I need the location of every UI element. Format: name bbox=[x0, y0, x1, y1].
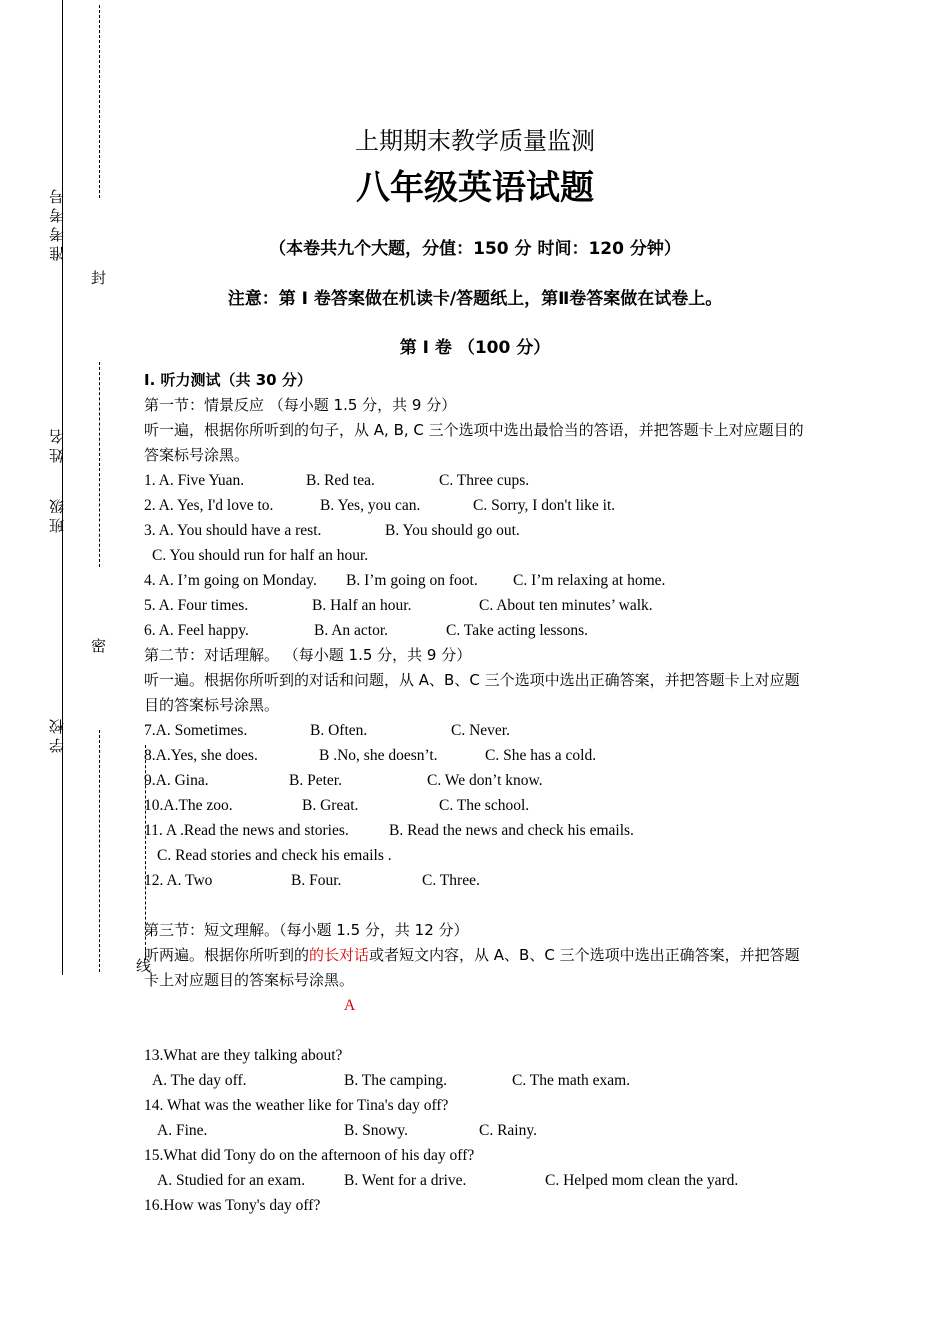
label-exam-number: 准考考号 bbox=[48, 185, 66, 261]
q13-option-b: B. The camping. bbox=[344, 1072, 448, 1089]
q11-option-a: 11. A .Read the news and stories. bbox=[144, 822, 349, 839]
label-class: 班级 bbox=[48, 495, 66, 533]
q2-option-c: C. Sorry, I don't like it. bbox=[473, 497, 616, 514]
q14-option-b: B. Snowy. bbox=[344, 1122, 409, 1139]
exam-title: 上期期末教学质量监测 bbox=[355, 127, 595, 155]
highlight-long-dialogue: 的长对话 bbox=[309, 946, 370, 964]
question-9 bbox=[144, 768, 814, 793]
question-14: 14. What was the weather like for Tina's day off? bbox=[144, 1097, 449, 1114]
question-12 bbox=[144, 868, 814, 893]
part3-instructions: 听两遍。根据你所听到的的长对话或者短文内容，从 A、B、C 三个选项中选出正确答案，并把答题卡上对应题目的答案标号涂黑。 bbox=[144, 946, 800, 989]
q12-option-b: B. Four. bbox=[291, 872, 342, 889]
question-8 bbox=[144, 743, 814, 768]
q2-option-a: 2. A. Yes, I'd love to. bbox=[144, 497, 274, 514]
q10-option-c: C. The school. bbox=[439, 797, 530, 814]
question-3-c bbox=[144, 543, 814, 568]
q10-option-a: 10.A.The zoo. bbox=[144, 797, 233, 814]
margin-dash-bottom bbox=[99, 730, 100, 972]
q13-option-a: A. The day off. bbox=[152, 1072, 247, 1089]
q3-option-a: 3. A. You should have a rest. bbox=[144, 522, 322, 539]
q6-option-a: 6. A. Feel happy. bbox=[144, 622, 249, 639]
q3-option-c: C. You should run for half an hour. bbox=[152, 547, 369, 564]
blank-row-2 bbox=[144, 1018, 814, 1043]
seal-xian: 线 bbox=[134, 958, 152, 973]
question-13: 13.What are they talking about? bbox=[144, 1047, 343, 1064]
q5-option-b: B. Half an hour. bbox=[312, 597, 412, 614]
q4-option-b: B. I’m going on foot. bbox=[346, 572, 478, 589]
exam-notice: 注意：第 I 卷答案做在机读卡/答题纸上，第Ⅱ卷答案做在试卷上。 bbox=[227, 289, 723, 309]
q15-option-a: A. Studied for an exam. bbox=[157, 1172, 306, 1189]
q15-option-b: B. Went for a drive. bbox=[344, 1172, 467, 1189]
question-2 bbox=[144, 493, 814, 518]
label-name: 姓名 bbox=[48, 425, 66, 463]
question-15: 15.What did Tony do on the afternoon of his day off? bbox=[144, 1147, 475, 1164]
exam-subtitle: 八年级英语试题 bbox=[356, 168, 594, 208]
question-16: 16.How was Tony's day off? bbox=[144, 1197, 321, 1214]
section-heading: I. 听力测试（共 30 分） bbox=[144, 371, 312, 389]
part1-title: 第一节：情景反应 （每小题 1.5 分，共 9 分） bbox=[144, 396, 457, 414]
q8-option-c: C. She has a cold. bbox=[485, 747, 597, 764]
q4-option-a: 4. A. I’m going on Monday. bbox=[144, 572, 317, 589]
part2-title: 第二节：对话理解。 （每小题 1.5 分，共 9 分） bbox=[144, 646, 472, 664]
q7-option-c: C. Never. bbox=[451, 722, 510, 739]
question-11 bbox=[144, 818, 814, 843]
q10-option-b: B. Great. bbox=[302, 797, 359, 814]
question-14-options bbox=[144, 1118, 814, 1143]
q15-option-c: C. Helped mom clean the yard. bbox=[545, 1172, 739, 1189]
q1-option-c: C. Three cups. bbox=[439, 472, 530, 489]
question-15-options bbox=[144, 1168, 814, 1193]
question-3 bbox=[144, 518, 814, 543]
q14-option-a: A. Fine. bbox=[157, 1122, 208, 1139]
q14-option-c: C. Rainy. bbox=[479, 1122, 537, 1139]
exam-info: （本卷共九个大题，分值：150 分 时间：120 分钟） bbox=[269, 239, 681, 259]
q7-option-b: B. Often. bbox=[310, 722, 368, 739]
q5-option-c: C. About ten minutes’ walk. bbox=[479, 597, 653, 614]
q12-option-c: C. Three. bbox=[422, 872, 480, 889]
q9-option-a: 9.A. Gina. bbox=[144, 772, 209, 789]
part1-instructions: 听一遍，根据你所听到的句子，从 A, B, C 三个选项中选出最恰当的答语，并把答题卡上对应题目的答案标号涂黑。 bbox=[144, 421, 804, 464]
q13-option-c: C. The math exam. bbox=[512, 1072, 631, 1089]
q6-option-c: C. Take acting lessons. bbox=[446, 622, 588, 639]
margin-dash-mid bbox=[99, 362, 100, 567]
question-5 bbox=[144, 593, 814, 618]
question-7 bbox=[144, 718, 814, 743]
seal-mi: 密 bbox=[89, 638, 107, 653]
label-school: 学校 bbox=[48, 715, 66, 753]
exam-content bbox=[144, 368, 814, 1218]
question-11-c bbox=[144, 843, 814, 868]
passage-label-row bbox=[144, 993, 814, 1018]
question-4 bbox=[144, 568, 814, 593]
q1-option-b: B. Red tea. bbox=[306, 472, 375, 489]
q12-option-a: 12. A. Two bbox=[144, 872, 213, 889]
q3-option-b: B. You should go out. bbox=[385, 522, 520, 539]
question-1 bbox=[144, 468, 814, 493]
q1-option-a: 1. A. Five Yuan. bbox=[144, 472, 245, 489]
q9-option-b: B. Peter. bbox=[289, 772, 342, 789]
seal-feng: 封 bbox=[89, 270, 107, 285]
q6-option-b: B. An actor. bbox=[314, 622, 389, 639]
volume-title: 第 I 卷 （100 分） bbox=[399, 338, 551, 358]
blank-row bbox=[144, 893, 814, 918]
question-6 bbox=[144, 618, 814, 643]
q2-option-b: B. Yes, you can. bbox=[320, 497, 421, 514]
q7-option-a: 7.A. Sometimes. bbox=[144, 722, 248, 739]
q11-option-c: C. Read stories and check his emails . bbox=[157, 847, 392, 864]
q4-option-c: C. I’m relaxing at home. bbox=[513, 572, 666, 589]
q9-option-c: C. We don’t know. bbox=[427, 772, 543, 789]
q11-option-b: B. Read the news and check his emails. bbox=[389, 822, 634, 839]
part3-title: 第三节：短文理解。（每小题 1.5 分，共 12 分） bbox=[144, 921, 469, 939]
question-13-options bbox=[144, 1068, 814, 1093]
q5-option-a: 5. A. Four times. bbox=[144, 597, 249, 614]
q8-option-a: 8.A.Yes, she does. bbox=[144, 747, 258, 764]
q8-option-b: B .No, she doesn’t. bbox=[319, 747, 438, 764]
part2-instructions: 听一遍。根据你所听到的对话和问题，从 A、B、C 三个选项中选出正确答案，并把答题卡上对应题目的答案标号涂黑。 bbox=[144, 671, 800, 714]
question-10 bbox=[144, 793, 814, 818]
passage-label: A bbox=[344, 997, 356, 1014]
